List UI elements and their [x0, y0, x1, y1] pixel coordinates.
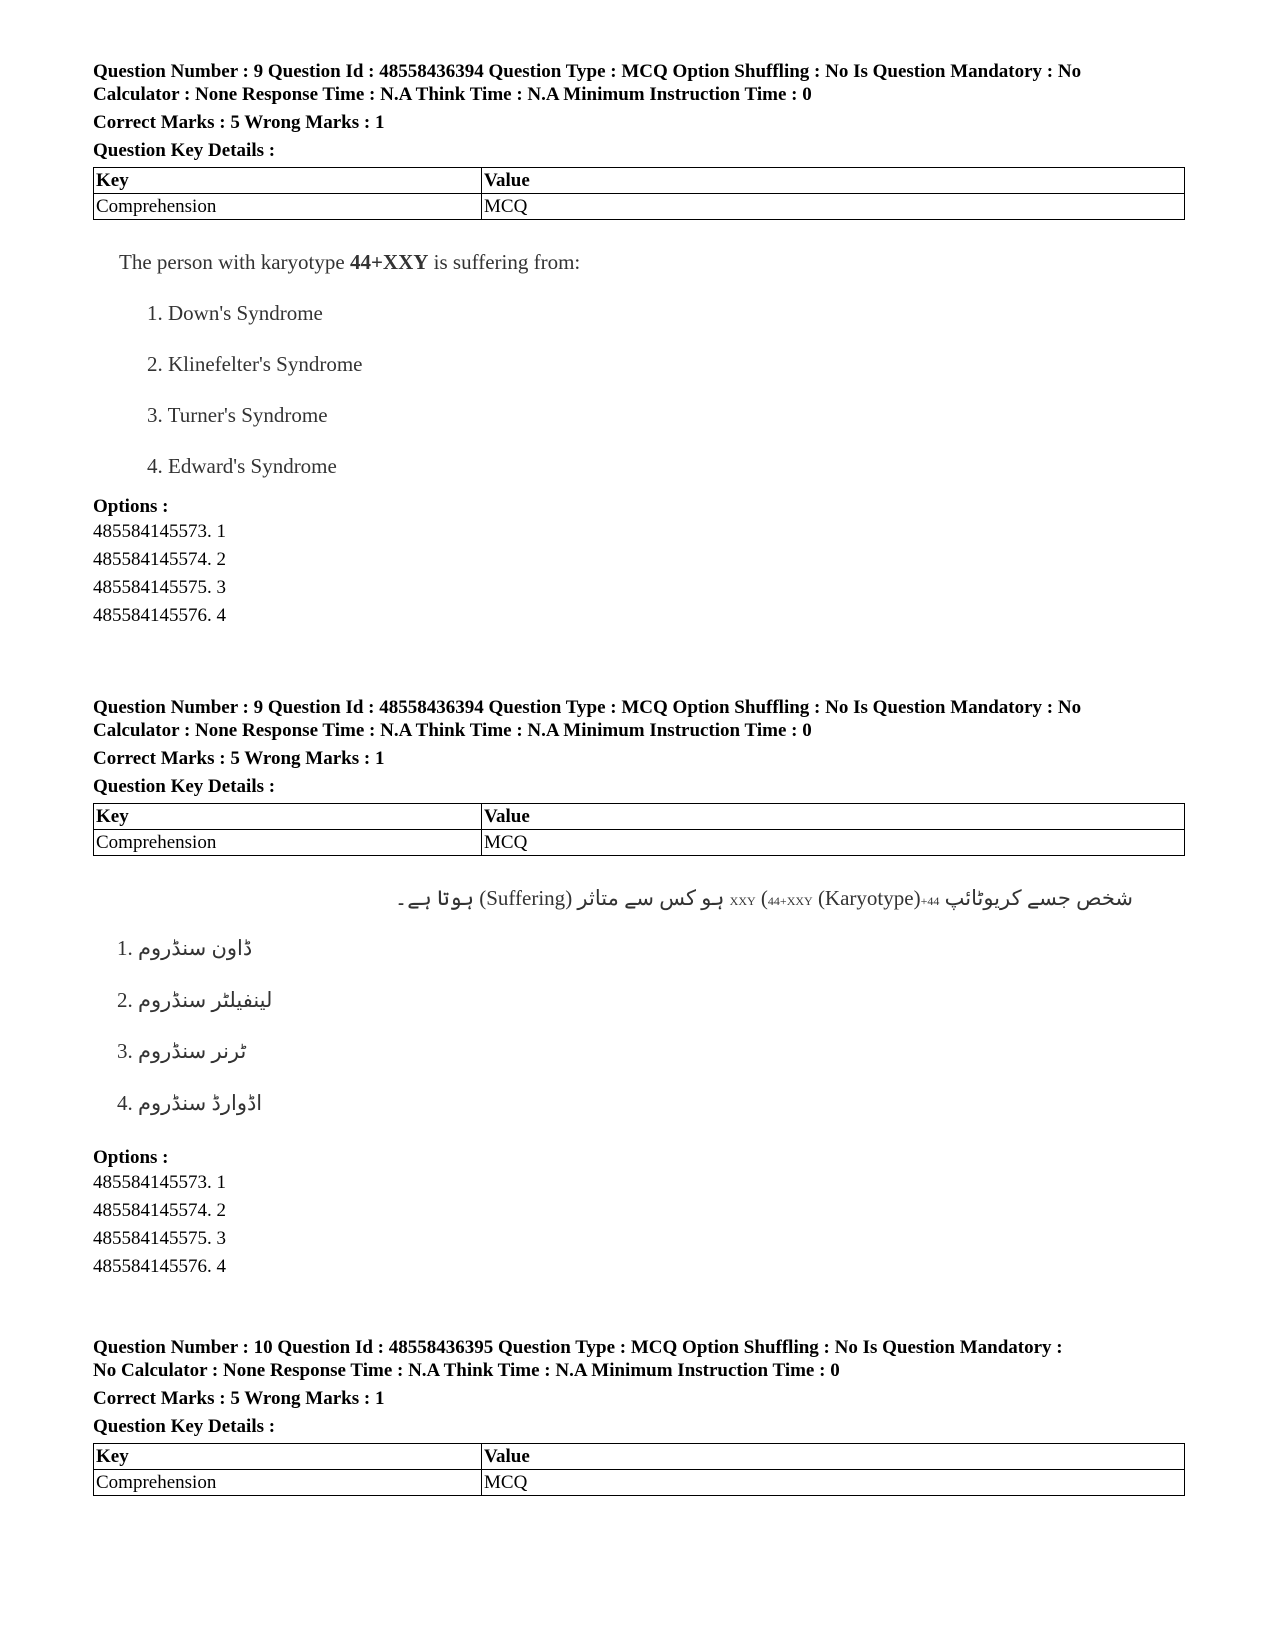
table-cell-value: MCQ	[482, 1470, 1185, 1496]
marks-line: Correct Marks : 5 Wrong Marks : 1	[93, 1388, 385, 1409]
question-meta-line2: No Calculator : None Response Time : N.A Think Time : N.A Minimum Instruction Time : 0	[93, 1360, 840, 1381]
choice-2: 2. Klinefelter's Syndrome	[147, 352, 363, 376]
choice-4: 4. اڈوارڈ سنڈروم	[117, 1091, 263, 1115]
table-header-value: Value	[482, 1444, 1185, 1470]
stem-text-pre: The person with karyotype	[119, 250, 350, 274]
choice-2: 2. لینفیلٹر سنڈروم	[117, 988, 273, 1012]
table-cell-key: Comprehension	[94, 194, 482, 220]
question-meta-line2: Calculator : None Response Time : N.A Think Time : N.A Minimum Instruction Time : 0	[93, 720, 812, 741]
key-details-table	[93, 1443, 1185, 1496]
key-details-label: Question Key Details :	[93, 140, 276, 161]
key-details-label: Question Key Details :	[93, 1416, 276, 1437]
question-block-2	[93, 696, 1183, 1281]
table-cell-key: Comprehension	[94, 1470, 482, 1496]
question-block-3	[93, 1336, 1183, 1496]
stem-urdu-b: (Karyotype	[817, 886, 914, 910]
choice-3: 3. ٹرنر سنڈروم	[117, 1039, 247, 1063]
options-label: Options :	[93, 496, 169, 517]
key-details-table	[93, 167, 1185, 220]
choice-4: 4. Edward's Syndrome	[147, 454, 337, 478]
marks-line: Correct Marks : 5 Wrong Marks : 1	[93, 112, 385, 133]
stem-text-post: is suffering from:	[428, 250, 581, 274]
options-label: Options :	[93, 1147, 169, 1168]
question-meta-line2: Calculator : None Response Time : N.A Think Time : N.A Minimum Instruction Time : 0	[93, 84, 812, 105]
marks-line: Correct Marks : 5 Wrong Marks : 1	[93, 748, 385, 769]
choice-3: 3. Turner's Syndrome	[147, 403, 328, 427]
question-meta-line1: Question Number : 9 Question Id : 48558436394 Question Type : MCQ Option Shuffling : No Is Question Mandatory : No	[93, 697, 1082, 718]
table-header-value: Value	[482, 804, 1185, 830]
option-line-3: 485584145575. 3	[93, 1228, 226, 1249]
stem-urdu-a: شخص جسے کریوٹائپ	[944, 886, 1133, 910]
table-cell-key: Comprehension	[94, 830, 482, 856]
question-image-english	[93, 220, 1183, 495]
key-details-label: Question Key Details :	[93, 776, 276, 797]
stem-small-karyotype-1: 44+XXY	[729, 894, 940, 908]
table-cell-value: MCQ	[482, 194, 1185, 220]
table-header-key: Key	[94, 168, 482, 194]
question-image-urdu	[93, 856, 1183, 1146]
stem-karyotype: 44+XXY	[349, 250, 429, 274]
table-cell-value: MCQ	[482, 830, 1185, 856]
question-meta-line1: Question Number : 10 Question Id : 48558436395 Question Type : MCQ Option Shuffling : No Is Question Mandatory :	[93, 1337, 1063, 1358]
stem-urdu-c: ) ہو کس سے متاثر (Suffering) ہوتا ہے۔	[394, 886, 921, 910]
table-header-value: Value	[482, 168, 1185, 194]
choice-1: 1. Down's Syndrome	[147, 301, 323, 325]
question-meta-line1: Question Number : 9 Question Id : 48558436394 Question Type : MCQ Option Shuffling : No Is Question Mandatory : No	[93, 61, 1082, 82]
option-line-1: 485584145573. 1	[93, 1172, 226, 1193]
stem-small-karyotype-2: 44+XXY	[767, 894, 813, 908]
question-block-1	[93, 60, 1183, 630]
option-line-4: 485584145576. 4	[93, 1256, 226, 1277]
key-details-table	[93, 803, 1185, 856]
option-line-4: 485584145576. 4	[93, 605, 226, 626]
question-stem	[119, 250, 580, 275]
table-header-key: Key	[94, 1444, 482, 1470]
option-line-2: 485584145574. 2	[93, 549, 226, 570]
option-line-3: 485584145575. 3	[93, 577, 226, 598]
table-header-key: Key	[94, 804, 482, 830]
option-line-1: 485584145573. 1	[93, 521, 226, 542]
choice-1: 1. ڈاون سنڈروم	[117, 936, 253, 960]
question-stem-urdu: شخص جسے کریوٹائپ 44+XXY (44+XXY (Karyotype) ہو کس سے متاثر (Suffering) ہوتا ہے۔	[394, 886, 1133, 910]
option-line-2: 485584145574. 2	[93, 1200, 226, 1221]
